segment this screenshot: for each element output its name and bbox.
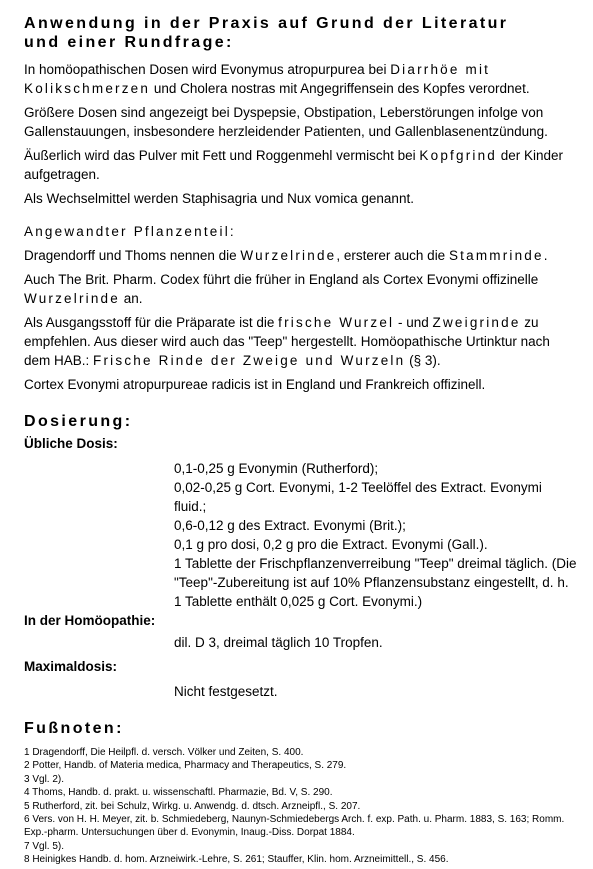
- heading-line-2: und einer Rundfrage:: [24, 34, 234, 51]
- text-run: (§ 3).: [405, 353, 441, 368]
- heading-line-1: Anwendung in der Praxis auf Grund der Literatur: [24, 15, 509, 32]
- text-run: Äußerlich wird das Pulver mit Fett und Roggenmehl vermischt bei: [24, 148, 420, 163]
- dose-line: 0,1-0,25 g Evonymin (Rutherford);: [174, 461, 379, 476]
- spaced-emphasis: Kopfgrind: [419, 148, 498, 163]
- footnote-item: 2 Potter, Handb. of Materia medica, Pharmacy and Therapeutics, S. 279.: [24, 760, 347, 772]
- text-run: Dragendorff und Thoms nennen die: [24, 248, 241, 263]
- text-run: , ersterer auch die: [336, 248, 449, 263]
- paragraph-anwendung-4: Als Wechselmittel werden Staphisagria und Nux vomica genannt.: [24, 191, 414, 206]
- subheading-pflanzenteil: Angewandter Pflanzenteil:: [24, 224, 236, 239]
- dose-line: 0,02-0,25 g Cort. Evonymi, 1-2 Teelöffel des Extract. Evonymi fluid.;: [174, 480, 542, 514]
- footnote-item: 5 Rutherford, zit. bei Schulz, Wirkg. u. Anwendg. d. dtsch. Arzneipfl., S. 207.: [24, 800, 361, 812]
- spaced-emphasis: Stammrinde: [448, 248, 544, 263]
- paragraph-anwendung-2: Größere Dosen sind angezeigt bei Dyspepsie, Obstipation, Leberstörungen infolge von Gallenstauungen, insbesondere herzleidender Patienten, und Gallenblasenentzündung.: [24, 105, 548, 139]
- max-dose: Nicht festgesetzt.: [174, 684, 278, 699]
- text-run: Als Ausgangsstoff für die Präparate ist die: [24, 315, 279, 330]
- paragraph-anwendung-3: [24, 146, 577, 184]
- section-heading-fussnoten: Fußnoten:: [24, 720, 124, 737]
- paragraph-pflanzenteil-1: [24, 246, 577, 265]
- footnote-list: [24, 746, 577, 867]
- spaced-emphasis: frische Wurzel: [278, 315, 395, 330]
- footnote-item: 7 Vgl. 5).: [24, 840, 65, 852]
- text-run: und Cholera nostras mit Angegriffensein des Kopfes verordnet.: [150, 81, 530, 96]
- spaced-emphasis: Wurzelrinde: [240, 248, 337, 263]
- label-homoeopathie: In der Homöopathie:: [24, 613, 156, 628]
- homoeo-dose: dil. D 3, dreimal täglich 10 Tropfen.: [174, 635, 383, 650]
- spaced-emphasis: Diarrhöe mit Kolikschmerzen: [24, 62, 491, 96]
- paragraph-anwendung-1: [24, 60, 577, 98]
- text-run: Auch The Brit. Pharm. Codex führt die früher in England als Cortex Evonymi offizinelle: [24, 272, 539, 287]
- text-run: zu empfehlen. Aus dieser wird auch das "Teep" hergestellt. Homöopathische Urtinktur nach dem HAB.:: [24, 315, 550, 368]
- text-run: .: [543, 248, 548, 263]
- dose-list: [174, 459, 577, 611]
- text-run: - und: [394, 315, 433, 330]
- text-run: an.: [119, 291, 143, 306]
- footnote-item: 3 Vgl. 2).: [24, 773, 65, 785]
- dose-line: 1 Tablette der Frischpflanzenverreibung "Teep" dreimal täglich. (Die "Teep"-Zubereitung ist auf 10% Pflanzensubstanz eingestellt, d. h. 1 Tablette enthält 0,025 g Cort. Evonymi.): [174, 556, 577, 609]
- dose-line: 0,1 g pro dosi, 0,2 g pro die Extract. Evonymi (Gall.).: [174, 537, 488, 552]
- footnote-item: 6 Vers. von H. H. Meyer, zit. b. Schmiedeberg, Naunyn-Schmiedebergs Arch. f. exp. Path. u. Pharm. 1883, S. 163; Romm. Exp.-pharm. Untersuchungen über d. Evonymin, Inaug.-Diss. Dorpat 1884.: [24, 814, 565, 839]
- text-run: In homöopathischen Dosen wird Evonymus atropurpurea bei: [24, 62, 391, 77]
- spaced-emphasis: Frische Rinde der Zweige und Wurzeln: [93, 353, 406, 368]
- footnote-item: 8 Heinigkes Handb. d. hom. Arzneiwirk.-Lehre, S. 261; Stauffer, Klin. hom. Arzneimittell., S. 456.: [24, 854, 449, 866]
- spaced-emphasis: Wurzelrinde: [24, 291, 120, 306]
- section-heading-dosierung: Dosierung:: [24, 413, 133, 430]
- text-run: der Kinder aufgetragen.: [24, 148, 564, 182]
- section-heading-anwendung: [24, 14, 577, 52]
- footnote-item: 1 Dragendorff, Die Heilpfl. d. versch. Völker und Zeiten, S. 400.: [24, 747, 304, 758]
- footnote-item: 4 Thoms, Handb. d. prakt. u. wissenschaftl. Pharmazie, Bd. V, S. 290.: [24, 787, 333, 799]
- paragraph-pflanzenteil-4: Cortex Evonymi atropurpureae radicis ist in England und Frankreich offizinell.: [24, 377, 486, 392]
- paragraph-pflanzenteil-3: [24, 313, 577, 370]
- spaced-emphasis: Zweigrinde: [432, 315, 521, 330]
- label-uebliche-dosis: Übliche Dosis:: [24, 436, 118, 451]
- dose-line: 0,6-0,12 g des Extract. Evonymi (Brit.);: [174, 518, 406, 533]
- paragraph-pflanzenteil-2: [24, 270, 577, 308]
- label-maximaldosis: Maximaldosis:: [24, 659, 118, 674]
